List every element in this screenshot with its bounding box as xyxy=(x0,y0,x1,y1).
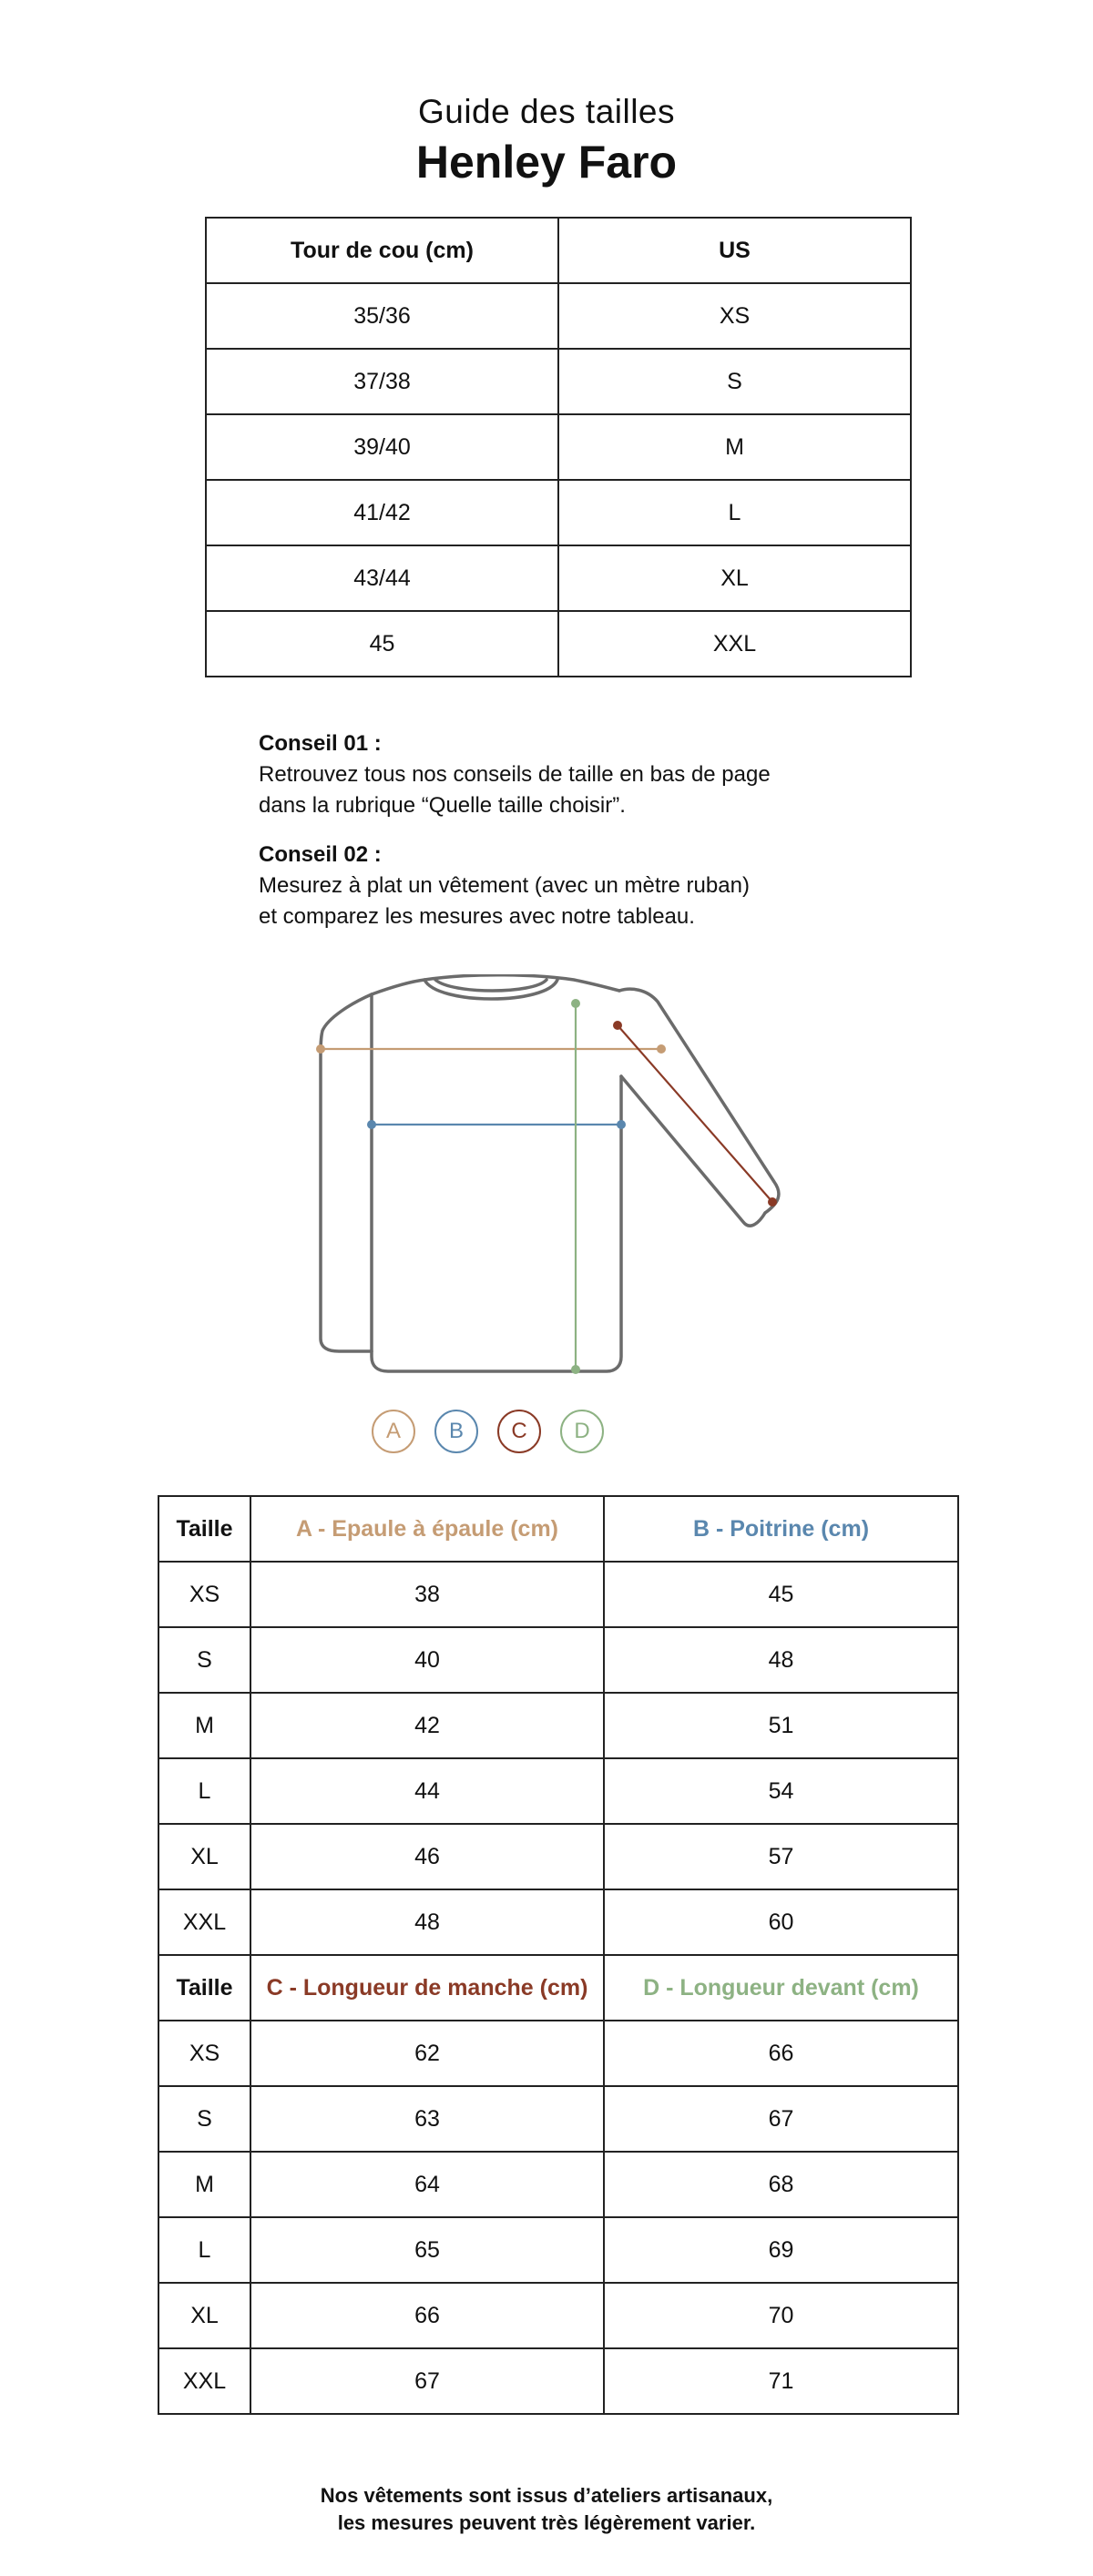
table-cell: 45 xyxy=(604,1562,958,1627)
table-cell: 67 xyxy=(604,2086,958,2152)
footer-line: les mesures peuvent très légèrement varier. xyxy=(337,2511,756,2534)
table-row xyxy=(206,349,911,414)
table-header-row xyxy=(206,218,911,283)
legend-badge-d: D xyxy=(560,1410,604,1453)
table-cell: 44 xyxy=(250,1758,604,1824)
advice-tip-1 xyxy=(259,728,914,821)
column-header: Tour de cou (cm) xyxy=(206,218,558,283)
table-row xyxy=(206,545,911,611)
table-cell: 71 xyxy=(604,2348,958,2414)
advice-tip-title: Conseil 01 : xyxy=(259,731,382,756)
footer-line: Nos vêtements sont issus d’ateliers artisanaux, xyxy=(320,2484,773,2507)
table-row xyxy=(158,2348,958,2414)
advice-tip-text: Mesurez à plat un vêtement (avec un mètre ruban) xyxy=(259,873,750,898)
table-cell: 45 xyxy=(206,611,558,677)
table-row xyxy=(206,480,911,545)
measure-legend xyxy=(0,1410,1093,1457)
table-cell: 48 xyxy=(604,1627,958,1693)
table-cell: 68 xyxy=(604,2152,958,2217)
advice-tip-2 xyxy=(259,840,914,932)
table-row xyxy=(158,1562,958,1627)
column-header-c: C - Longueur de manche (cm) xyxy=(250,1955,604,2021)
legend-badge-c: C xyxy=(497,1410,541,1453)
table-cell: 66 xyxy=(250,2283,604,2348)
table-cell: 42 xyxy=(250,1693,604,1758)
page-subtitle: Guide des tailles xyxy=(417,93,676,130)
table-row xyxy=(158,2283,958,2348)
table-cell: L xyxy=(158,2217,250,2283)
table-cell: S xyxy=(558,349,911,414)
column-header: Taille xyxy=(158,1496,250,1562)
table-cell: XS xyxy=(558,283,911,349)
table-row xyxy=(158,1693,958,1758)
table-cell: 43/44 xyxy=(206,545,558,611)
table-cell: M xyxy=(158,2152,250,2217)
table-row xyxy=(158,2021,958,2086)
table-cell: 35/36 xyxy=(206,283,558,349)
column-header-d: D - Longueur devant (cm) xyxy=(604,1955,958,2021)
footer-note xyxy=(0,2482,1093,2537)
sweater-outline xyxy=(321,975,779,1371)
legend-badge-b: B xyxy=(434,1410,478,1453)
table-cell: L xyxy=(558,480,911,545)
measure-point-b xyxy=(367,1120,376,1129)
sweater-diagram xyxy=(301,974,811,1402)
advice-tip-text: dans la rubrique “Quelle taille choisir”. xyxy=(259,793,626,818)
table-cell: 38 xyxy=(250,1562,604,1627)
advice-tip-text: Retrouvez tous nos conseils de taille en bas de page xyxy=(259,762,771,787)
measure-line-c xyxy=(618,1025,772,1202)
table-cell: XXL xyxy=(158,2348,250,2414)
table-cell: 64 xyxy=(250,2152,604,2217)
table-row xyxy=(158,1627,958,1693)
advice-tip-title: Conseil 02 : xyxy=(259,842,382,867)
table-cell: XL xyxy=(558,545,911,611)
measure-point-c xyxy=(613,1021,622,1030)
table-cell: 70 xyxy=(604,2283,958,2348)
table-cell: S xyxy=(158,1627,250,1693)
table-cell: XS xyxy=(158,1562,250,1627)
table-cell: 60 xyxy=(604,1889,958,1955)
table-cell: L xyxy=(158,1758,250,1824)
table-row xyxy=(158,2152,958,2217)
table-cell: XL xyxy=(158,1824,250,1889)
table-row xyxy=(158,2217,958,2283)
measure-point-b xyxy=(617,1120,626,1129)
advice-tip-text: et comparez les mesures avec notre tableau. xyxy=(259,904,695,929)
table-cell: 37/38 xyxy=(206,349,558,414)
table-cell: S xyxy=(158,2086,250,2152)
measure-point-d xyxy=(571,1365,580,1374)
table-cell: 63 xyxy=(250,2086,604,2152)
table-cell: 51 xyxy=(604,1693,958,1758)
table-cell: 39/40 xyxy=(206,414,558,480)
table-cell: XL xyxy=(158,2283,250,2348)
table-row xyxy=(158,1889,958,1955)
legend-badge-a: A xyxy=(372,1410,415,1453)
table-cell: XS xyxy=(158,2021,250,2086)
measure-lines xyxy=(316,999,777,1374)
table-cell: M xyxy=(558,414,911,480)
table-cell: 46 xyxy=(250,1824,604,1889)
table-cell: 62 xyxy=(250,2021,604,2086)
table-row xyxy=(206,283,911,349)
measure-point-d xyxy=(571,999,580,1008)
page-title: Henley Faro xyxy=(415,137,678,188)
table-row xyxy=(158,1758,958,1824)
table-row xyxy=(158,2086,958,2152)
table-row xyxy=(206,611,911,677)
table-cell: 57 xyxy=(604,1824,958,1889)
table-cell: 66 xyxy=(604,2021,958,2086)
table-cell: 69 xyxy=(604,2217,958,2283)
table-header-row xyxy=(158,1496,958,1562)
neck-size-table xyxy=(205,217,912,677)
table-cell: M xyxy=(158,1693,250,1758)
table-cell: XXL xyxy=(558,611,911,677)
table-cell: XXL xyxy=(158,1889,250,1955)
table-row xyxy=(158,1824,958,1889)
table-cell: 65 xyxy=(250,2217,604,2283)
column-header-a: A - Epaule à épaule (cm) xyxy=(250,1496,604,1562)
table-row xyxy=(206,414,911,480)
column-header: Taille xyxy=(158,1955,250,2021)
table-cell: 48 xyxy=(250,1889,604,1955)
advice-section xyxy=(259,728,914,932)
column-header: US xyxy=(558,218,911,283)
measure-point-a xyxy=(316,1044,325,1054)
table-cell: 67 xyxy=(250,2348,604,2414)
table-cell: 40 xyxy=(250,1627,604,1693)
measure-point-c xyxy=(768,1197,777,1207)
measure-point-a xyxy=(657,1044,666,1054)
column-header-b: B - Poitrine (cm) xyxy=(604,1496,958,1562)
measurements-table xyxy=(158,1495,959,2415)
table-cell: 41/42 xyxy=(206,480,558,545)
table-header-row xyxy=(158,1955,958,2021)
page-header xyxy=(0,91,1093,189)
table-cell: 54 xyxy=(604,1758,958,1824)
